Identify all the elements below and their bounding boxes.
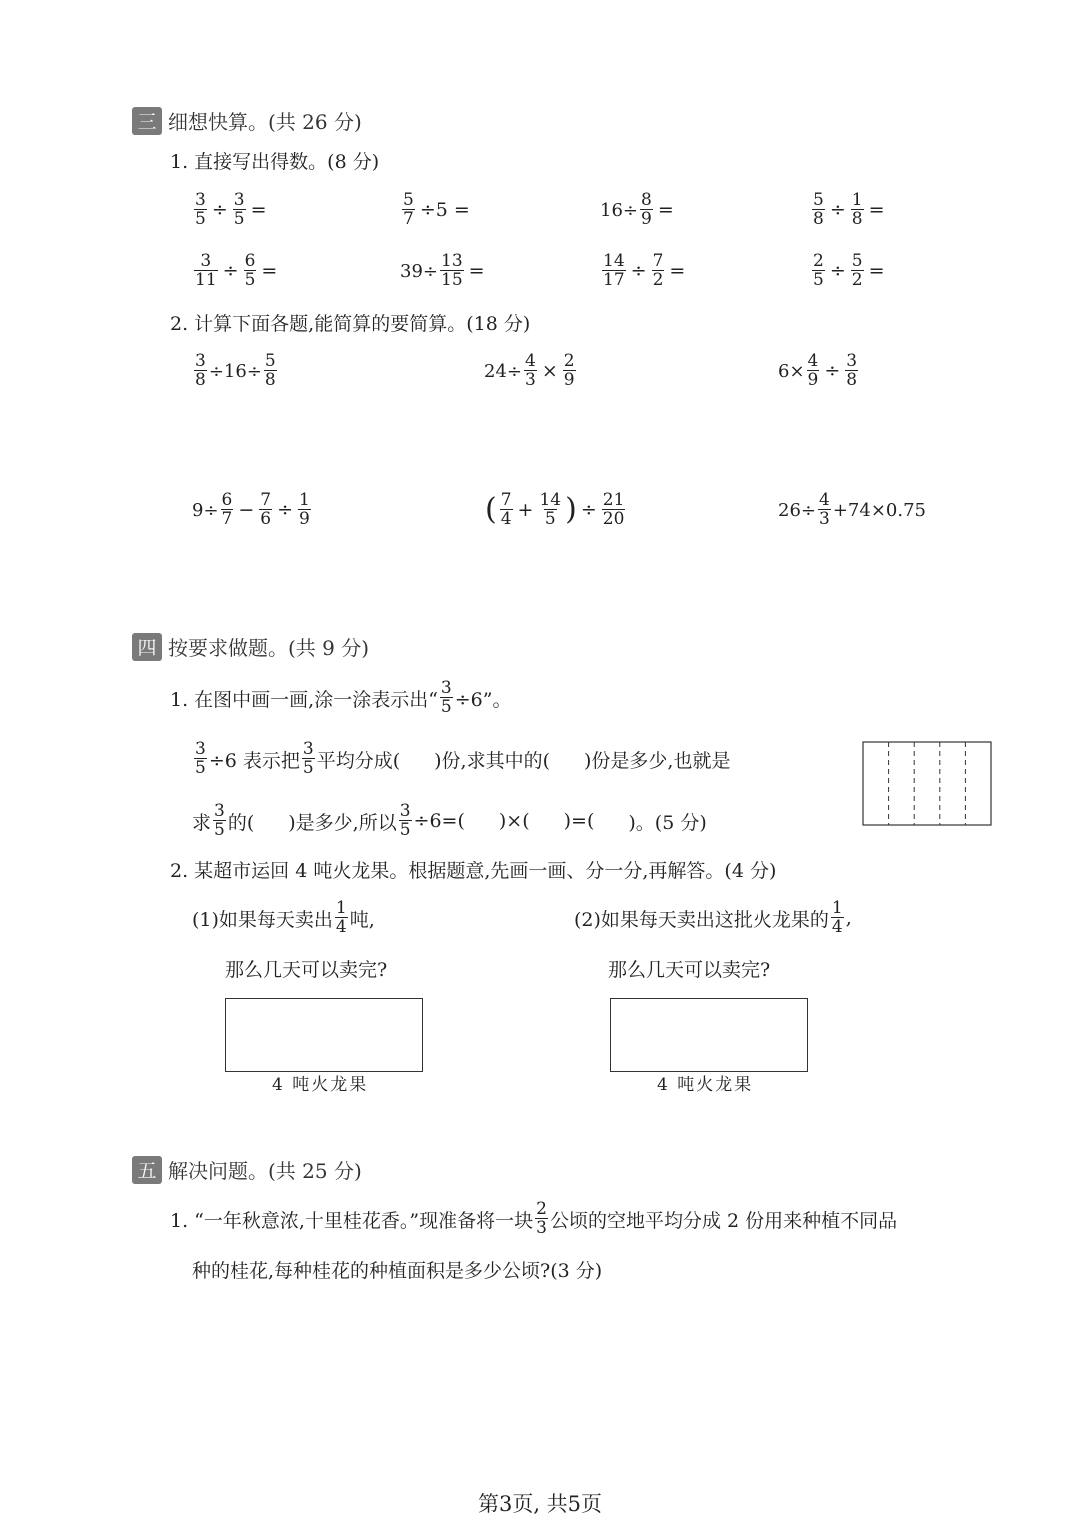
oral-calc-item: $\frac{5}{7}$ ÷5 = <box>403 190 470 229</box>
divided-rectangle-diagram[interactable] <box>862 741 993 827</box>
subquestion-1-line2: 那么几天可以卖完? <box>225 959 388 981</box>
subquestion-1: (1)如果每天卖出 $\frac{1}{4}$ 吨, <box>192 898 375 937</box>
oral-calc-item: 39÷ $\frac{13}{15}$ = <box>400 251 485 290</box>
expression-2: 24÷ $\frac{4}{3}$ × $\frac{2}{9}$ <box>484 351 575 390</box>
question-label: 1. 直接写出得数。(8 分) <box>170 151 380 173</box>
section-4-header <box>132 632 369 661</box>
expression-3: 6× $\frac{4}{9}$ ÷ $\frac{3}{8}$ <box>778 351 858 390</box>
question-label: 1. 在图中画一画,涂一涂表示出“ $\frac{3}{5}$ ÷6”。 <box>170 678 512 717</box>
expression-4: 9÷ $\frac{6}{7}$ − $\frac{7}{6}$ ÷ $\frac{1}{9}$ <box>192 490 310 529</box>
section-badge: 五 <box>132 1156 162 1184</box>
expression-5: ( $\frac{7}{4}$ + $\frac{14}{5}$ ) ÷ $\frac{21}{20}$ <box>485 490 625 529</box>
subquestion-2-line2: 那么几天可以卖完? <box>608 959 771 981</box>
section-title: 按要求做题。(共 9 分) <box>168 636 370 660</box>
fill-blank-line-2: 求 $\frac{3}{5}$ 的( )是多少,所以 $\frac{3}{5}$ ÷6=( )×( )=( )。(5 分) <box>192 801 707 840</box>
oral-calc-item: $\frac{5}{8}$ ÷ $\frac{1}{8}$ = <box>813 190 885 229</box>
section-badge: 四 <box>132 633 162 661</box>
subquestion-2: (2)如果每天卖出这批火龙果的 $\frac{1}{4}$ , <box>574 898 852 937</box>
word-problem-line-1: 1. “一年秋意浓,十里桂花香。”现准备将一块 $\frac{2}{3}$ 公顷的空地平均分成 2 份用来种植不同品 <box>170 1199 898 1238</box>
section-title: 细想快算。(共 26 分) <box>168 110 362 134</box>
section-title: 解决问题。(共 25 分) <box>168 1159 362 1183</box>
box-caption: 4 吨火龙果 <box>272 1075 369 1095</box>
box-caption: 4 吨火龙果 <box>657 1075 754 1095</box>
drawing-box-1[interactable] <box>225 998 423 1072</box>
question-label: 2. 某超市运回 4 吨火龙果。根据题意,先画一画、分一分,再解答。(4 分) <box>170 860 777 882</box>
oral-calc-item: 16÷ $\frac{8}{9}$ = <box>600 190 674 229</box>
section-5-header <box>132 1155 362 1184</box>
section-3-header <box>132 106 362 135</box>
word-problem-line-2: 种的桂花,每种桂花的种植面积是多少公顷?(3 分) <box>192 1260 603 1282</box>
page-number: 第3页, 共5页 <box>477 1492 603 1516</box>
oral-calc-item: $\frac{3}{11}$ ÷ $\frac{6}{5}$ = <box>195 251 278 290</box>
drawing-box-2[interactable] <box>610 998 808 1072</box>
expression-6: 26÷ $\frac{4}{3}$ +74×0.75 <box>778 490 926 529</box>
oral-calc-item: $\frac{3}{5}$ ÷ $\frac{3}{5}$ = <box>195 190 267 229</box>
fill-blank-line-1: $\frac{3}{5}$ ÷6 表示把 $\frac{3}{5}$ 平均分成( )份,求其中的( )份是多少,也就是 <box>195 739 731 778</box>
expression-1: $\frac{3}{8}$ ÷16÷ $\frac{5}{8}$ <box>195 351 276 390</box>
section-badge: 三 <box>132 107 162 135</box>
oral-calc-item: $\frac{2}{5}$ ÷ $\frac{5}{2}$ = <box>813 251 885 290</box>
oral-calc-item: $\frac{14}{17}$ ÷ $\frac{7}{2}$ = <box>603 251 686 290</box>
question-label: 2. 计算下面各题,能简算的要简算。(18 分) <box>170 313 531 335</box>
